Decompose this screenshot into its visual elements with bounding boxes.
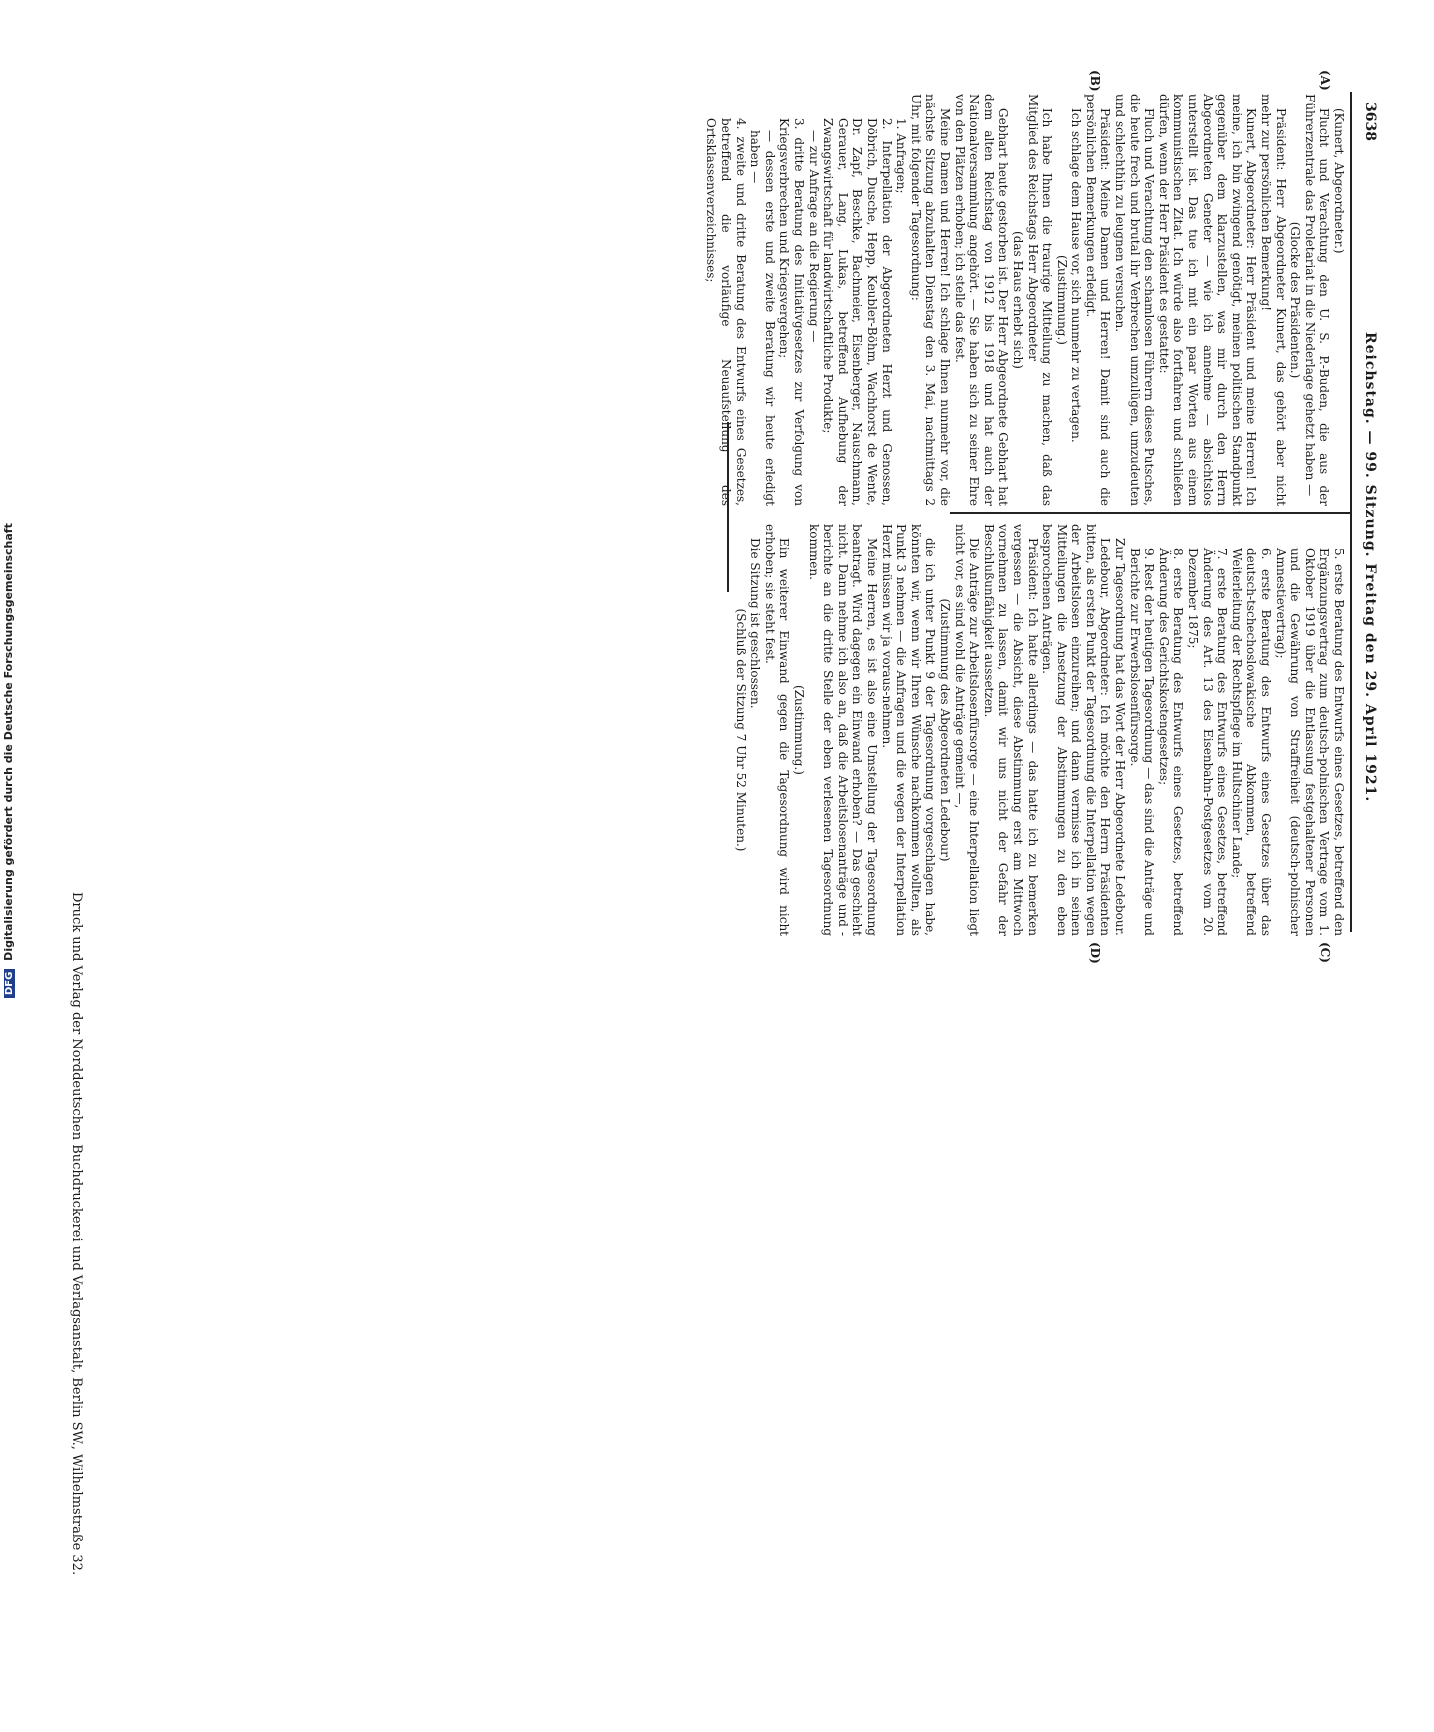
paragraph: (Zustimmung des Abgeordneten Ledebour)	[937, 598, 952, 862]
paragraph: 6. erste Beratung des Entwurfs eines Gesetzes über das deutsch-tschechoslowakische Abkommen, betreffend Weiterleitung der Rechtspflege im Hultschiner Lande;	[1229, 548, 1274, 936]
paragraph: 4. zweite und dritte Beratung des Entwurfs eines Gesetzes, betreffend die vorläufige Neuaufstellung des Ortsklassenverzeichnisses;	[704, 118, 748, 506]
paragraph: Präsident: Meine Damen und Herren! Damit sind auch die persönlichen Bemerkungen erledigt.	[1083, 94, 1113, 506]
paragraph: 8. erste Beratung des Entwurfs eines Gesetzes, betreffend Änderung des Gerichtskostengesetzes;	[1156, 548, 1186, 936]
margin-marker-a: (A)	[1318, 70, 1332, 91]
paragraph: Ein weiterer Einwand gegen die Tagesordnung wird nicht erhoben; sie steht fest.	[762, 524, 792, 936]
paragraph: 7. erste Beratung des Entwurfs eines Gesetzes, betreffend Änderung des Art. 13 des Eisenbahn-Postgesetzes vom 20. Dezember 1875;	[1186, 548, 1230, 936]
dfg-logo: DFG	[4, 969, 15, 998]
paragraph: — dessen erste und zweite Beratung wir heute erledigt haben —	[748, 130, 777, 506]
paragraph: die ich unter Punkt 9 der Tagesordnung vorgeschlagen habe, könnten wir, wenn wir Ihren Wünsche nachkommen wollten, als Punkt 3 nehmen — die Anfragen und die wegen der Interpellation Herzt müssen wir ja voraus-nehmen.	[879, 524, 938, 936]
page-number: 3638	[1362, 102, 1378, 141]
paragraph: 5. erste Beratung des Entwurfs eines Gesetzes, betreffend den Ergänzungsvertrag zum deutsch-polnischen Vertrage vom 1. Oktober 1919 über die Entlassung festgehaltener Personen und die Gewährung von Straffreiheit (deutsch-polnischer Amnestievertrag);	[1273, 548, 1346, 936]
paragraph: Zur Tagesordnung hat das Wort der Herr Abgeordnete Ledebour.	[1113, 538, 1128, 936]
margin-marker-b: (B)	[1088, 70, 1102, 92]
paragraph: 3. dritte Beratung des Initiativgesetzes zur Verfolgung von Kriegsverbrechen und Kriegsvergehen;	[777, 118, 807, 506]
paragraph: Meine Herren, es ist also eine Umstellung der Tagesordnung beantragt. Wird dagegen ein Einwand erhoben? — Das geschieht nicht. Dann nehme ich also an, daß die Arbeitslosenanträge und -berichte an die dritte Stelle der eben verlesenen Tagesordnung kommen.	[806, 524, 879, 936]
paragraph: (Glocke des Präsidenten.)	[1288, 221, 1303, 379]
page-header	[1356, 102, 1378, 932]
paragraph: Flucht und Verachtung den U. S. P.-Buden, die aus der Führerzentrale das Proletariat in die Niederlage gehetzt haben —	[1302, 94, 1332, 506]
digitization-note	[2, 8, 15, 998]
paragraph: Gebhart heute gestorben ist. Der Herr Abgeordnete Gebhart hat dem alten Reichstag von 1912 bis 1918 und hat auch der Nationalversammlung angehört. — Sie haben sich zu seiner Ehre von den Plätzen erhoben; ich stelle das fest.	[952, 94, 1011, 506]
paragraph: (das Haus erhebt sich)	[1010, 231, 1025, 369]
paragraph: Präsident: Ich hatte allerdings — das hatte ich zu bemerken vergessen — die Absicht, diese Abstimmung erst am Mittwoch vornehmen zu lassen, damit wir uns nicht der Gefahr der Beschlußunfähigkeit aussetzen.	[981, 524, 1040, 936]
paragraph: Präsident: Herr Abgeordneter Kunert, das gehört aber nicht mehr zur persönlichen Bemerkung!	[1259, 94, 1288, 506]
closing-rule	[727, 422, 729, 592]
paragraph: Meine Damen und Herren! Ich schlage Ihnen nunmehr vor, die nächste Sitzung abzuhalten Dienstag den 3. Mai, nachmittags 2 Uhr, mit folgender Tagesordnung:	[908, 94, 952, 506]
paragraph: (Zustimmung.)	[792, 685, 807, 775]
margin-marker-d: (D)	[1088, 942, 1102, 964]
margin-marker-c: (C)	[1318, 942, 1332, 963]
paragraph: (Kunert, Abgeordneter.)	[1332, 108, 1346, 254]
paragraph: Ich schlage dem Hause vor, sich nunmehr zu vertagen.	[1069, 108, 1084, 443]
paragraph: Ich habe Ihnen die traurige Mitteilung zu machen, daß das Mitglied des Reichstags Herr Abgeordneter	[1025, 94, 1055, 506]
paragraph: (Schluß der Sitzung 7 Uhr 52 Minuten.)	[733, 608, 748, 852]
left-column	[704, 94, 1346, 506]
paragraph: 9. Rest der heutigen Tagesordnung — das sind die Anträge und Berichte zur Erwerbslosenfürsorge.	[1127, 548, 1157, 936]
rotated-document-page	[392, 70, 1392, 964]
paragraph: Ledebour, Abgeordneter: Ich möchte den Herrn Präsidenten bitten, als ersten Punkt der Tagesordnung die Interpellation wegen der Arbeitslosen einzureihen; und dann vermisse ich in seinen Mitteilungen die Ansetzung der Abstimmungen zu den eben besprochenen Anträgen.	[1040, 524, 1113, 936]
header-rule	[1350, 92, 1352, 932]
paragraph: Die Sitzung ist geschlossen.	[748, 538, 763, 709]
paragraph: Fluch und Verachtung den schamlosen Führern dieses Putsches, die heute frech und brutal ihr Verbrechen umzulügen, umzudeuten und schlechthin zu leugnen versuchen.	[1113, 94, 1157, 506]
paragraph: 2. Interpellation der Abgeordneten Herzt und Genossen, Döbrich, Dusche, Hepp, Keubler-Böhm, Wachhorst de Wente, Dr. Zapf, Beschke, Bachmeier, Eisenberger, Nauschmann, Gerauer, Lang, Lukas, betreffend Aufhebung der Zwangswirtschaft für landwirtschaftliche Produkte;	[821, 118, 894, 506]
imprint-line: Druck und Verlag der Norddeutschen Buchdruckerei und Verlagsanstalt, Berlin SW., Wilhelmstraße 32.	[69, 892, 84, 1576]
paragraph: Kunert, Abgeordneter: Herr Präsident und meine Herren! Ich meine, ich bin zwingend genötigt, meinen politischen Standpunkt gegenüber dem klarzustellen, was mir durch den Herrn Abgeordneten Geneter — wie ich annehme — absichtslos unterstellt ist. Das tue ich mit ein paar Worten aus einem kommunistischen Zitat. Ich würde also fortfahren und schließen dürfen, wenn der Herr Präsident es gestattet:	[1156, 94, 1259, 506]
running-title: Reichstag. — 99. Sitzung. Freitag den 29. April 1921.	[1362, 332, 1378, 803]
right-column	[733, 524, 1346, 936]
paragraph: — zur Anfrage an die Regierung —	[806, 130, 821, 343]
paragraph: Die Anträge zur Arbeitslosenfürsorge — eine Interpellation liegt nicht vor, es sind wohl die Anträge gemeint —,	[952, 524, 982, 936]
digitization-text: Digitalisierung gefördert durch die Deutsche Forschungsgemeinschaft	[2, 523, 15, 961]
paragraph: 1. Anfragen;	[894, 118, 909, 194]
column-divider	[950, 512, 1350, 514]
paragraph: (Zustimmung.)	[1054, 255, 1069, 345]
